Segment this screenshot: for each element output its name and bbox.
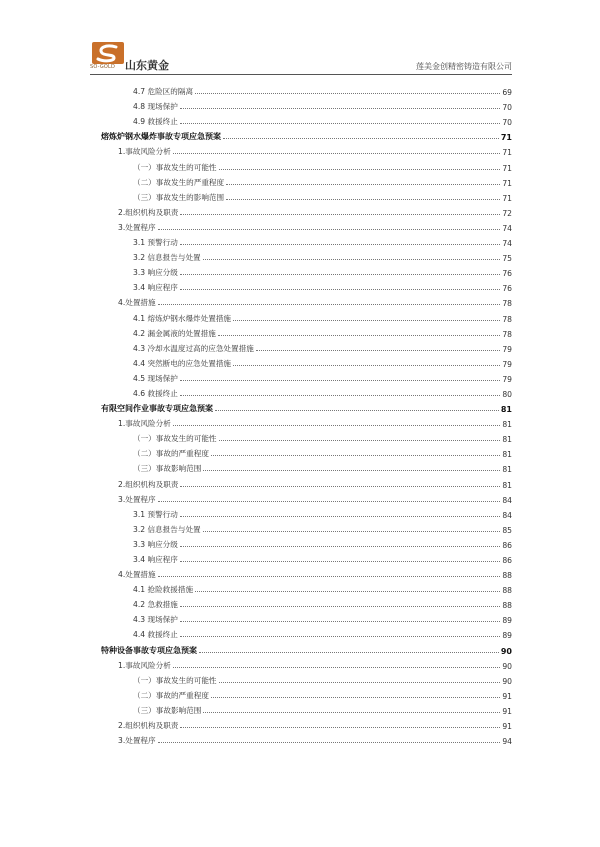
toc-entry[interactable]	[101, 490, 512, 505]
toc-entry[interactable]	[101, 339, 512, 354]
toc-entry-label: 1.事故风险分析	[118, 660, 171, 670]
toc-leader-dots	[158, 742, 501, 743]
toc-leader-dots	[180, 546, 500, 547]
toc-leader-dots	[233, 320, 500, 321]
toc-entry-label: 3.2 信息报告与处置	[133, 253, 201, 263]
toc-entry-label: 4.2 急救措施	[133, 600, 178, 610]
toc-entry[interactable]	[101, 580, 512, 595]
toc-leader-dots	[180, 727, 500, 728]
toc-leader-dots	[158, 501, 501, 502]
toc-leader-dots	[180, 621, 500, 622]
toc-leader-dots	[180, 636, 500, 637]
toc-leader-dots	[158, 576, 501, 577]
toc-entry-label: （三）事故影响范围	[133, 705, 202, 715]
toc-page-number: 70	[502, 118, 512, 128]
toc-entry-label: 2.组织机构及职责	[118, 479, 179, 489]
toc-leader-dots	[223, 138, 499, 139]
toc-entry-label: 3.处置程序	[118, 222, 156, 232]
toc-page-number: 71	[502, 178, 512, 188]
toc-page-number: 91	[502, 691, 512, 701]
toc-leader-dots	[180, 214, 500, 215]
toc-entry-label: （二）事故发生的严重程度	[133, 177, 225, 187]
toc-page-number: 81	[502, 480, 512, 490]
toc-page-number: 74	[502, 239, 512, 249]
toc-page-number: 91	[502, 706, 512, 716]
table-of-contents	[101, 82, 512, 746]
toc-leader-dots	[180, 561, 500, 562]
toc-leader-dots	[215, 410, 499, 411]
toc-entry[interactable]	[101, 716, 512, 731]
toc-leader-dots	[199, 652, 499, 653]
toc-leader-dots	[180, 380, 500, 381]
toc-page-number: 89	[502, 616, 512, 626]
toc-entry-label: 2.组织机构及职责	[118, 721, 179, 731]
toc-page-number: 78	[502, 299, 512, 309]
toc-entry[interactable]	[101, 97, 512, 112]
toc-entry-label: 有限空间作业事故专项应急预案	[101, 404, 213, 414]
toc-page-number: 84	[502, 495, 512, 505]
toc-section-heading[interactable]	[101, 640, 512, 655]
toc-page-number: 88	[502, 586, 512, 596]
toc-entry-label: （一）事故发生的可能性	[133, 162, 217, 172]
toc-entry[interactable]	[101, 233, 512, 248]
toc-leader-dots	[195, 93, 500, 94]
toc-page-number: 86	[502, 556, 512, 565]
toc-entry[interactable]	[101, 474, 512, 489]
logo-text-en: SO-GOLD	[90, 64, 116, 70]
toc-entry[interactable]	[101, 520, 512, 535]
toc-page-number: 81	[502, 450, 512, 460]
toc-entry[interactable]	[101, 324, 512, 339]
toc-entry-label: 3.1 预警行动	[133, 238, 178, 248]
toc-page-number: 76	[502, 269, 512, 279]
toc-page-number: 75	[502, 254, 512, 264]
toc-entry-label: 3.3 响应分级	[133, 539, 178, 549]
toc-leader-dots	[180, 108, 500, 109]
toc-entry-label: 4.4 救援终止	[133, 630, 178, 640]
toc-page-number: 79	[502, 344, 512, 354]
toc-leader-dots	[180, 486, 500, 487]
toc-entry[interactable]	[101, 731, 512, 746]
toc-entry-label: （二）事故的严重程度	[133, 449, 209, 459]
toc-entry[interactable]	[101, 82, 512, 97]
toc-page-number: 76	[502, 284, 512, 294]
toc-entry-label: 3.2 信息报告与处置	[133, 524, 201, 534]
toc-entry[interactable]	[101, 142, 512, 157]
toc-entry-label: （三）事故影响范围	[133, 464, 202, 474]
toc-entry-label: 4.处置措施	[118, 570, 156, 580]
toc-entry-label: （一）事故发生的可能性	[133, 675, 217, 685]
toc-entry-label: 3.3 响应分级	[133, 268, 178, 278]
toc-leader-dots	[180, 274, 500, 275]
toc-entry-label: 3.4 响应程序	[133, 555, 178, 564]
header-divider	[90, 74, 512, 75]
toc-entry[interactable]	[101, 173, 512, 188]
toc-page-number: 84	[502, 510, 512, 520]
toc-page-number: 70	[502, 103, 512, 113]
toc-entry[interactable]	[101, 157, 512, 172]
toc-page-number: 90	[502, 661, 512, 671]
toc-entry-label: 3.处置程序	[118, 736, 156, 746]
toc-page-number: 71	[502, 193, 512, 203]
toc-page-number: 89	[502, 631, 512, 641]
toc-entry[interactable]	[101, 248, 512, 263]
toc-entry[interactable]	[101, 354, 512, 369]
toc-leader-dots	[195, 591, 500, 592]
toc-entry[interactable]	[101, 444, 512, 459]
toc-entry[interactable]	[101, 656, 512, 671]
toc-page-number: 74	[502, 223, 512, 233]
toc-entry-label: 4.7 危险区的隔离	[133, 87, 194, 97]
toc-leader-dots	[158, 229, 501, 230]
toc-leader-dots	[203, 259, 501, 260]
toc-page-number: 86	[502, 540, 512, 550]
toc-page-number: 71	[502, 148, 512, 158]
toc-entry[interactable]	[101, 278, 512, 293]
toc-leader-dots	[211, 455, 500, 456]
toc-entry-label: 4.1 抢险救援措施	[133, 585, 194, 595]
toc-entry[interactable]	[101, 263, 512, 278]
toc-entry-label: 4.3 冷却水温度过高的应急处置措施	[133, 343, 254, 353]
toc-entry-label: （二）事故的严重程度	[133, 690, 209, 700]
toc-page-number: 72	[502, 208, 512, 218]
toc-entry-label: 4.1 熔炼炉钢水爆炸处置措施	[133, 313, 232, 323]
toc-page-number: 71	[500, 133, 512, 143]
toc-entry-label: 4.9 救援终止	[133, 117, 178, 127]
toc-leader-dots	[173, 153, 501, 154]
toc-section-heading[interactable]	[101, 127, 512, 142]
toc-page-number: 90	[500, 646, 512, 656]
toc-leader-dots	[180, 123, 500, 124]
toc-entry[interactable]	[101, 429, 512, 444]
toc-entry[interactable]	[101, 308, 512, 323]
toc-leader-dots	[211, 697, 500, 698]
toc-entry-label: 熔炼炉钢水爆炸事故专项应急预案	[101, 132, 221, 142]
toc-page-number: 71	[502, 163, 512, 173]
toc-entry-label: 4.6 救援终止	[133, 388, 178, 398]
toc-entry-label: 4.3 现场保护	[133, 615, 178, 625]
toc-entry-label: 3.4 响应程序	[133, 283, 178, 293]
toc-leader-dots	[180, 244, 500, 245]
toc-entry[interactable]	[101, 610, 512, 625]
toc-leader-dots	[219, 682, 501, 683]
toc-entry[interactable]	[101, 595, 512, 610]
toc-leader-dots	[203, 531, 501, 532]
toc-page-number: 88	[502, 601, 512, 611]
toc-entry[interactable]	[101, 671, 512, 686]
toc-leader-dots	[180, 289, 500, 290]
toc-section-heading[interactable]	[101, 399, 512, 414]
toc-entry[interactable]	[101, 203, 512, 218]
toc-entry-label: 2.组织机构及职责	[118, 207, 179, 217]
toc-entry-label: 4.5 现场保护	[133, 373, 178, 383]
toc-entry[interactable]	[101, 550, 512, 565]
so-gold-logo-icon	[92, 42, 124, 64]
toc-entry-label: 3.处置程序	[118, 494, 156, 504]
toc-page-number: 80	[502, 389, 512, 399]
toc-leader-dots	[203, 470, 500, 471]
toc-leader-dots	[219, 169, 501, 170]
company-name: 莲美金创精密铸造有限公司	[416, 62, 512, 71]
toc-entry[interactable]	[101, 459, 512, 474]
toc-page-number: 78	[502, 314, 512, 324]
toc-entry[interactable]	[101, 701, 512, 716]
toc-entry-label: 4.4 突然断电的应急处置措施	[133, 358, 232, 368]
toc-entry[interactable]	[101, 188, 512, 203]
toc-leader-dots	[256, 350, 501, 351]
toc-entry-label: 4.8 现场保护	[133, 102, 178, 112]
toc-entry[interactable]	[101, 535, 512, 550]
toc-page-number: 91	[502, 722, 512, 732]
toc-entry[interactable]	[101, 369, 512, 384]
toc-page-number: 78	[502, 329, 512, 339]
toc-leader-dots	[226, 184, 500, 185]
toc-leader-dots	[158, 304, 501, 305]
toc-leader-dots	[180, 606, 500, 607]
toc-page-number: 85	[502, 525, 512, 535]
toc-leader-dots	[219, 440, 501, 441]
toc-entry-label: 1.事故风险分析	[118, 147, 171, 157]
toc-page-number: 90	[502, 676, 512, 686]
toc-leader-dots	[203, 712, 500, 713]
toc-page-number: 69	[502, 88, 512, 98]
toc-page-number: 79	[502, 374, 512, 384]
toc-entry[interactable]	[101, 384, 512, 399]
toc-leader-dots	[173, 425, 501, 426]
toc-leader-dots	[180, 395, 500, 396]
toc-page-number: 81	[502, 435, 512, 445]
toc-page-number: 81	[502, 465, 512, 475]
toc-entry[interactable]	[101, 218, 512, 233]
toc-leader-dots	[233, 365, 500, 366]
toc-page-number: 88	[502, 571, 512, 581]
toc-entry[interactable]	[101, 505, 512, 520]
toc-leader-dots	[226, 199, 500, 200]
toc-entry-label: 4.处置措施	[118, 298, 156, 308]
logo-text-cn: 山东黄金	[125, 59, 169, 72]
toc-entry[interactable]	[101, 686, 512, 701]
toc-entry[interactable]	[101, 625, 512, 640]
toc-leader-dots	[180, 516, 500, 517]
toc-entry[interactable]	[101, 414, 512, 429]
toc-entry-label: （一）事故发生的可能性	[133, 434, 217, 444]
toc-entry-label: 1.事故风险分析	[118, 419, 171, 429]
toc-entry[interactable]	[101, 293, 512, 308]
toc-page-number: 79	[502, 359, 512, 369]
toc-entry-label: 4.2 漏金属液的处置措施	[133, 328, 216, 338]
toc-entry-label: 3.1 预警行动	[133, 509, 178, 519]
toc-page-number: 81	[500, 405, 512, 415]
toc-entry-label: （三）事故发生的影响范围	[133, 192, 225, 202]
toc-entry-label: 特种设备事故专项应急预案	[101, 645, 197, 655]
page-header	[90, 40, 512, 76]
toc-entry[interactable]	[101, 565, 512, 580]
toc-leader-dots	[218, 335, 500, 336]
toc-leader-dots	[173, 667, 501, 668]
toc-entry[interactable]	[101, 112, 512, 127]
toc-page-number: 81	[502, 420, 512, 430]
toc-page-number: 94	[502, 737, 512, 747]
